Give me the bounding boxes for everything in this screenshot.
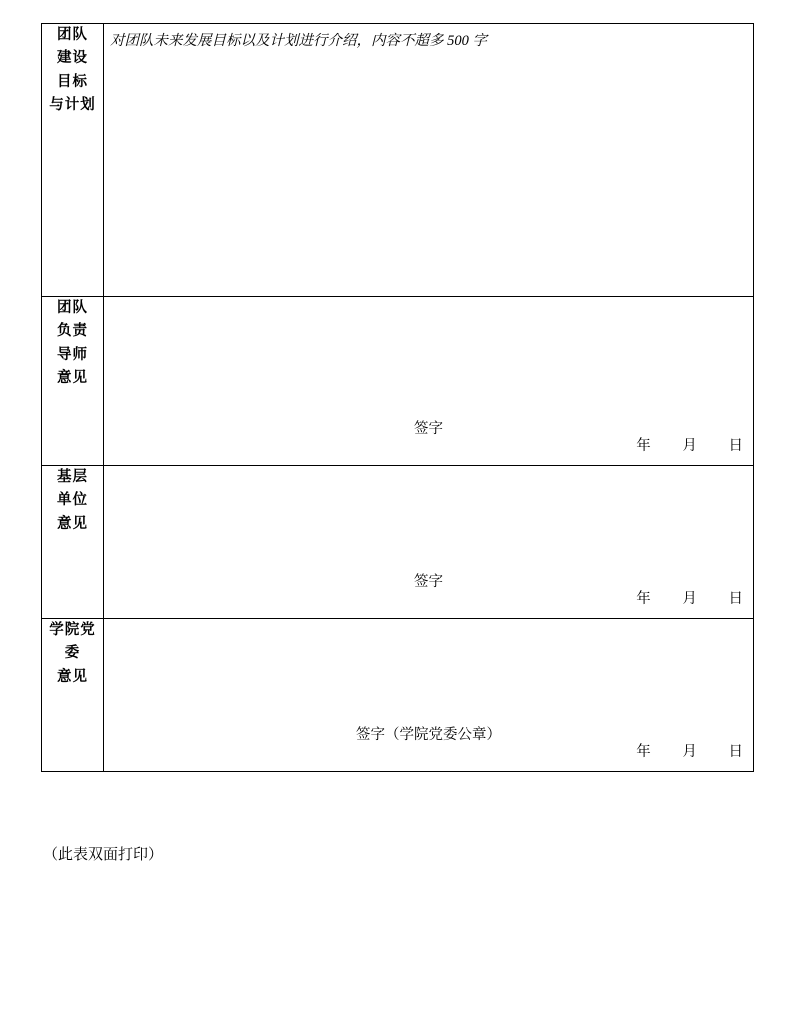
date-month: 月 bbox=[682, 591, 697, 607]
row-label-line: 建设 bbox=[57, 50, 88, 67]
row-label-mentor-opinion bbox=[42, 297, 104, 466]
row-label-unit-opinion bbox=[42, 466, 104, 619]
table-row-mentor-opinion bbox=[42, 297, 754, 466]
date-line bbox=[636, 587, 743, 608]
row-label-line: 单位 bbox=[57, 492, 88, 509]
signature-label: 签字 bbox=[414, 574, 443, 590]
goals-content-cell[interactable] bbox=[104, 24, 754, 297]
row-label-goals bbox=[42, 24, 104, 297]
signature-label: 签字（学院党委公章） bbox=[356, 727, 501, 743]
party-committee-opinion-cell[interactable] bbox=[104, 619, 754, 772]
row-label-line: 目标 bbox=[57, 73, 88, 90]
row-label-line: 导师 bbox=[57, 346, 88, 363]
date-day: 日 bbox=[728, 744, 743, 760]
row-label-party-committee-opinion bbox=[42, 619, 104, 772]
row-label-line: 委 bbox=[64, 645, 81, 662]
unit-opinion-cell[interactable] bbox=[104, 466, 754, 619]
date-month: 月 bbox=[682, 438, 697, 454]
date-year: 年 bbox=[636, 744, 651, 760]
row-label-line: 学院党 bbox=[49, 622, 96, 638]
date-year: 年 bbox=[636, 591, 651, 607]
date-day: 日 bbox=[728, 591, 743, 607]
date-day: 日 bbox=[728, 438, 743, 454]
date-line bbox=[636, 740, 743, 761]
table-row-party-committee-opinion bbox=[42, 619, 754, 772]
row-label-line: 团队 bbox=[57, 300, 88, 316]
signature-label: 签字 bbox=[414, 421, 443, 437]
date-year: 年 bbox=[636, 438, 651, 454]
goals-hint-text: 对团队未来发展目标以及计划进行介绍，内容不超多 500 字 bbox=[110, 33, 487, 49]
application-form-table bbox=[41, 23, 754, 772]
row-label-line: 团队 bbox=[57, 27, 88, 43]
date-month: 月 bbox=[682, 744, 697, 760]
table-row-unit-opinion bbox=[42, 466, 754, 619]
row-label-line: 负责 bbox=[57, 323, 88, 340]
table-row-goals bbox=[42, 24, 754, 297]
row-label-line: 意见 bbox=[57, 370, 88, 387]
row-label-line: 意见 bbox=[57, 668, 88, 685]
row-label-line: 与计划 bbox=[49, 97, 96, 114]
date-line bbox=[636, 434, 743, 455]
row-label-line: 基层 bbox=[57, 469, 88, 485]
footnote-text: （此表双面打印） bbox=[43, 847, 164, 863]
mentor-opinion-cell[interactable] bbox=[104, 297, 754, 466]
row-label-line: 意见 bbox=[57, 515, 88, 532]
